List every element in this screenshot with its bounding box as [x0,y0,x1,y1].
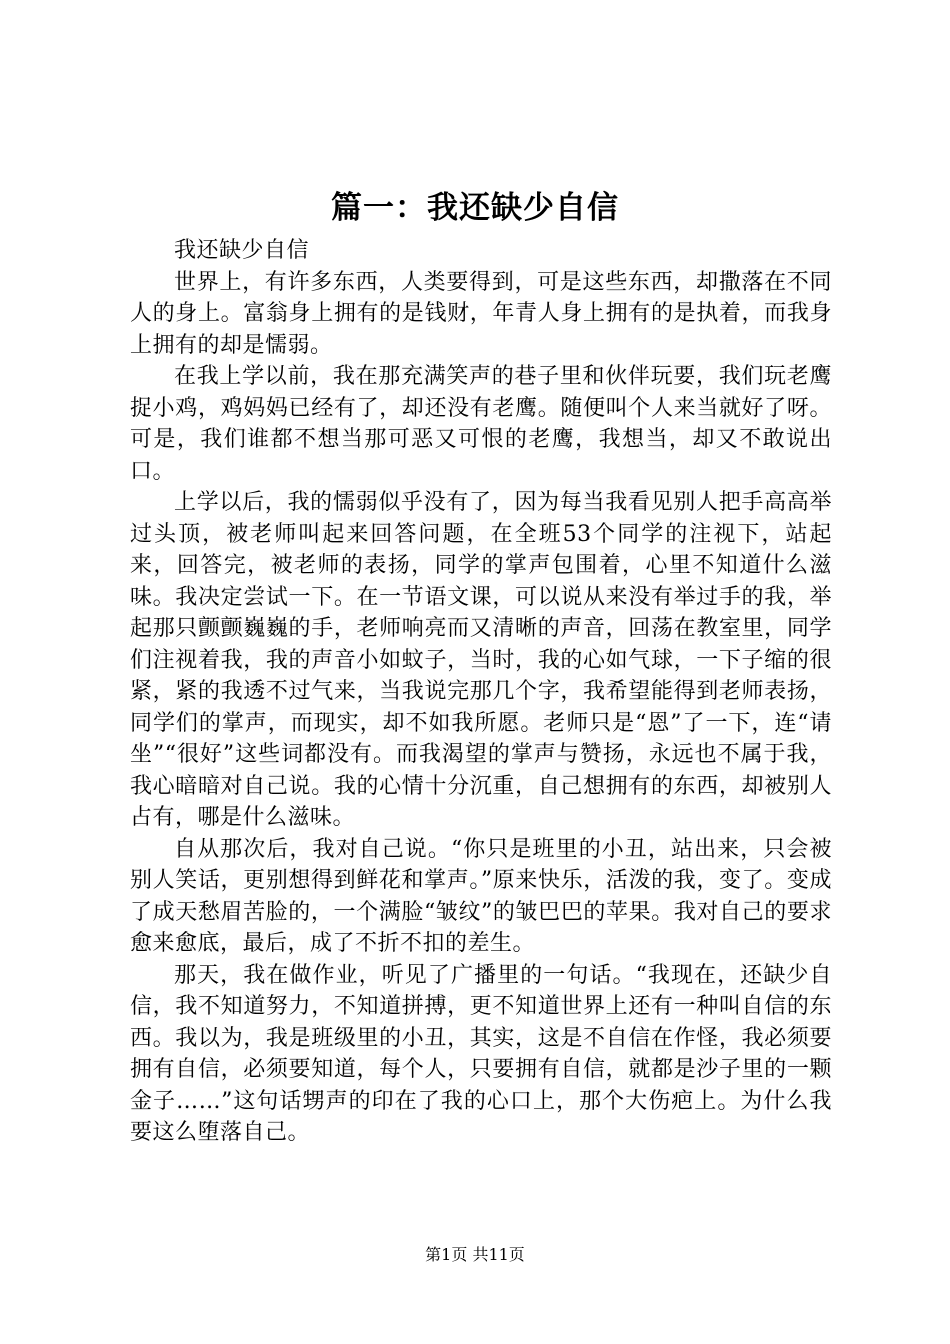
paragraph: 我还缺少自信 [174,238,310,263]
paragraph: 世界上，有许多东西，人类要得到，可是这些东西，却撒落在不同人的身上。富翁身上拥有的是钱财，年青人身上拥有的是执着，而我身上拥有的却是懦弱。 [130,269,832,358]
paragraph: 上学以后，我的懦弱似乎没有了，因为每当我看见别人把手高高举过头顶，被老师叫起来回答问题，在全班53个同学的注视下，站起来，回答完，被老师的表扬，同学的掌声包围着，心里不知道什么滋味。我决定尝试一下。在一节语文课，可以说从来没有举过手的我，举起那只颤颤巍巍的手，老师响亮而又清晰的声音，回荡在教室里，同学们注视着我，我的声音小如蚊子，当时，我的心如气球，一下子缩的很紧，紧的我透不过气来，当我说完那几个字，我希望能得到老师表扬，同学们的掌声，而现实，却不如我所愿。老师只是“恩”了一下，连“请坐”“很好”这些词都没有。而我渴望的掌声与赞扬，永远也不属于我，我心暗暗对自己说。我的心情十分沉重，自己想拥有的东西，却被别人占有，哪是什么滋味。 [130,490,832,830]
page-title: 篇一：我还缺少自信 [331,190,619,226]
page-footer: 第1页 共11页 [425,1245,525,1264]
paragraph: 自从那次后，我对自己说。“你只是班里的小丑，站出来，只会被别人笑话，更别想得到鲜花和掌声。”原来快乐，活泼的我，变了。变成了成天愁眉苦脸的，一个满脸“皱纹”的皱巴巴的苹果。我对自己的要求愈来愈底，最后，成了不折不扣的差生。 [130,836,832,956]
paragraph: 那天，我在做作业，听见了广播里的一句话。“我现在，还缺少自信，我不知道努力，不知道拼搏，更不知道世界上还有一种叫自信的东西。我以为，我是班级里的小丑，其实，这是不自信在作怪，我必须要拥有自信，必须要知道，每个人，只要拥有自信，就都是沙子里的一颗金子……”这句话甥声的印在了我的心口上，那个大伤疤上。为什么我要这么堕落自己。 [130,962,832,1145]
paragraph: 在我上学以前，我在那充满笑声的巷子里和伙伴玩要，我们玩老鹰捉小鸡，鸡妈妈已经有了，却还没有老鹰。随便叫个人来当就好了呀。可是，我们谁都不想当那可恶又可恨的老鹰，我想当，却又不敢说出口。 [130,364,832,484]
document-body [130,235,832,1149]
